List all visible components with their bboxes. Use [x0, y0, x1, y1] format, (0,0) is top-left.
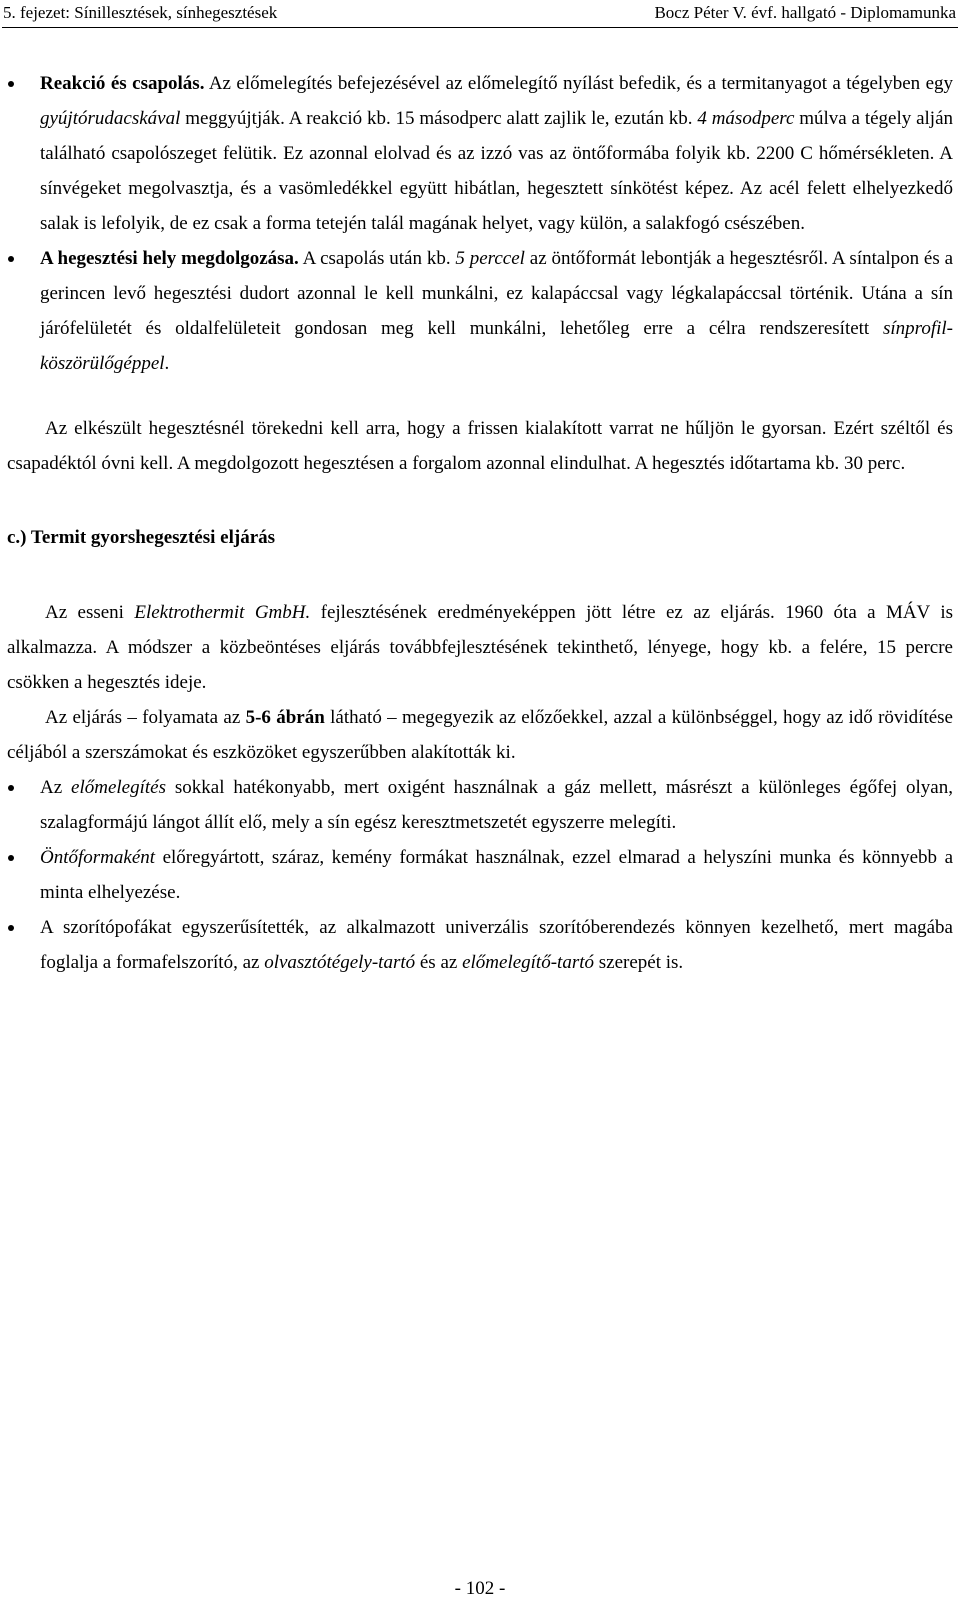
bullet-finishing: [7, 241, 953, 381]
header-divider: [2, 27, 958, 28]
bullet-preheating: [7, 770, 953, 840]
italic-term: 4 másodperc: [697, 108, 795, 129]
text-run: látható – megegyezik az előzőekkel, azzal a különbséggel, hogy az idő rövidítése céljából a szerszámokat és eszközöket egyszerűbben alakították ki.: [7, 707, 953, 763]
text-run: szerepét is.: [594, 952, 684, 973]
italic-term: gyújtórudacskával: [40, 108, 181, 129]
bullet-dot: [8, 785, 14, 791]
bullet-moulds: [7, 840, 953, 910]
italic-term: 5 perccel: [455, 248, 525, 269]
page-number: - 102 -: [454, 1578, 506, 1599]
bullet-dot: [8, 855, 14, 861]
text-run: fejlesztésének eredményeképpen jött létre ez az eljárás. 1960 óta a MÁV is alkalmazza. A módszer a közbeöntéses eljárás továbbfejlesztésének tekinthető, lényege, hogy kb. a felére, 15 percre csökken a hegesztés ideje.: [7, 602, 953, 693]
page-header: [0, 0, 960, 30]
text-run: A szorítópofákat egyszerűsítették, az alkalmazott univerzális szorítóberendezés könnyen kezelhető, mert magába foglalja a formafelszorító, az: [40, 917, 953, 973]
text-run: meggyújtják. A reakció kb. 15 másodperc alatt zajlik le, ezután kb.: [180, 108, 698, 129]
italic-term: sínprofil-köszörülőgéppel: [40, 318, 953, 374]
bullet-lead: Reakció és csapolás.: [40, 73, 205, 94]
text-run: és az: [415, 952, 463, 973]
text-run: sokkal hatékonyabb, mert oxigént használnak a gáz mellett, másrészt a különleges égőfej olyan, szalagformájú lángot állít elő, mely a sín egész keresztmetszetét egyszerre melegíti.: [40, 777, 953, 833]
section-heading: c.) Termit gyorshegesztési eljárás: [7, 527, 276, 548]
text-run: Az előmelegítés befejezésével az előmelegítő nyílást befedik, és a termitanyagot a tégelyben egy: [204, 73, 953, 94]
italic-term: előmelegítés: [71, 777, 166, 798]
paragraph-origin: [7, 595, 953, 700]
paragraph-cooling: Az elkészült hegesztésnél törekedni kell arra, hogy a frissen kialakított varrat ne hűljön le gyorsan. Ezért széltől és csapadéktól óvni kell. A megdolgozott hegesztésen a forgalom azonnal elindulhat. A hegesztés időtartama kb. 30 perc.: [7, 418, 953, 474]
bullet-dot: [8, 925, 14, 931]
bullet-lead: A hegesztési hely megdolgozása.: [40, 248, 299, 269]
italic-term: Öntőformaként: [40, 847, 156, 868]
text-run: előregyártott, száraz, kemény formákat használnak, ezzel elmarad a helyszíni munka és könnyebb a minta elhelyezése.: [40, 847, 953, 903]
italic-term: Elektrothermit GmbH.: [134, 602, 311, 623]
paragraph-process: [7, 700, 953, 770]
bullet-reaction: [7, 66, 953, 241]
text-run: Az: [40, 777, 72, 798]
text-run: múlva a tégely alján található csapolószeget felütik. Ez azonnal elolvad és az izzó vas az öntőformába folyik kb. 2200 C hőmérsékleten. A sínvégeket megolvasztja, és a vasömledékkel együtt hibátlan, hegesztett sínkötést képez. Az acél felett elhelyezkedő salak is lefolyik, de ez csak a forma tetején talál magának helyet, vagy külön, a salakfogó csészében.: [40, 108, 953, 234]
italic-term: előmelegítő-tartó: [462, 952, 594, 973]
text-run: Az eljárás – folyamata az: [45, 707, 246, 728]
page-body: [7, 66, 953, 980]
text-run: az öntőformát lebontják a hegesztésről. A síntalpon és a gerincen levő hegesztési dudort azonnal le kell munkálni, ez kalapáccsal vagy légkalapáccsal történik. Utána a sín járófelületét és oldalfelületeit gondosan meg kell munkálni, lehetőleg erre a célra rendszeresített: [40, 248, 954, 339]
bullet-clamps: [7, 910, 953, 980]
italic-term: olvasztótégely-tartó: [264, 952, 416, 973]
header-author: Bocz Péter V. évf. hallgató - Diplomamunka: [654, 3, 956, 22]
figure-reference: 5-6 ábrán: [245, 707, 325, 728]
bullet-dot: [8, 81, 14, 87]
text-run: .: [164, 353, 170, 374]
text-run: A csapolás után kb.: [298, 248, 456, 269]
header-chapter-title: 5. fejezet: Sínillesztések, sínhegesztések: [3, 3, 278, 22]
text-run: Az esseni: [45, 602, 135, 623]
bullet-dot: [8, 256, 14, 262]
